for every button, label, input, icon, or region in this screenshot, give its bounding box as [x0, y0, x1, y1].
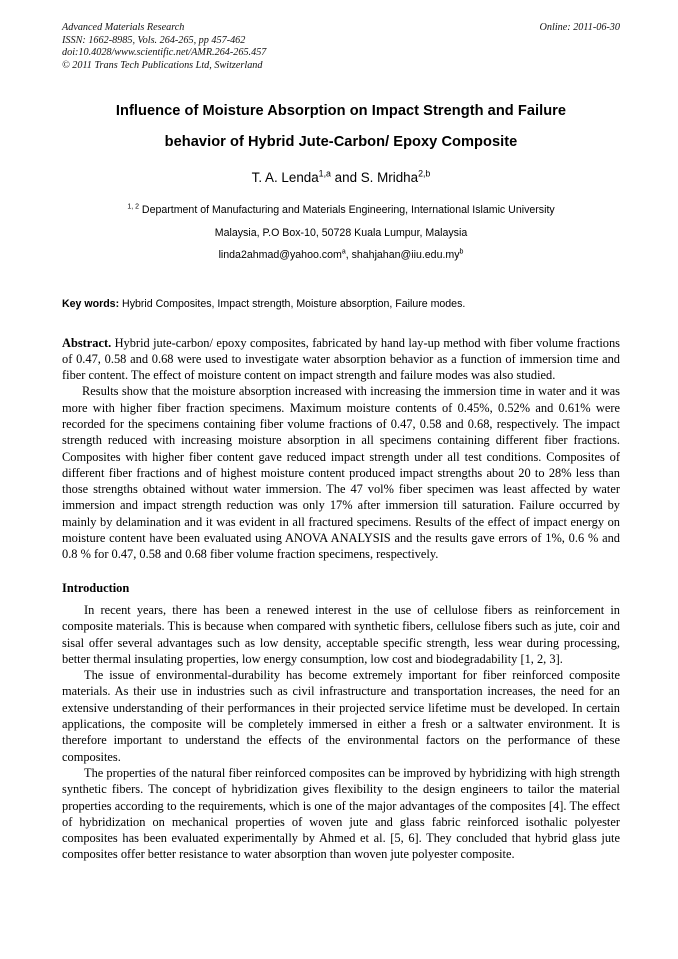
affiliation-marker: 1, 2	[127, 203, 139, 211]
journal-header	[62, 22, 620, 76]
online-publication-date: Online: 2011-06-30	[539, 22, 620, 33]
introduction-paragraph-1: In recent years, there has been a renewed interest in the use of cellulose fibers as reinforcement in composite materials. This is because when compared with synthetic fibers, cellulose fibers such as jute, coir and sisal offer several advantages such as low density, acceptable specific strength, less wear during processing, better thermal insulating properties, low energy consumption, low cost and biodegradability [1, 2, 3].	[62, 602, 620, 666]
section-heading-introduction: Introduction	[62, 580, 130, 595]
affiliation-line-2: Malaysia, P.O Box-10, 50728 Kuala Lumpur, Malaysia	[214, 226, 468, 239]
abstract-paragraph-1	[62, 335, 620, 384]
author-emails	[62, 244, 620, 267]
journal-issn-line: ISSN: 1662-8985, Vols. 264-265, pp 457-462	[62, 34, 246, 46]
keywords-value: Hybrid Composites, Impact strength, Moisture absorption, Failure modes.	[119, 297, 466, 310]
journal-doi-line: doi:10.4028/www.scientific.net/AMR.264-265.457	[62, 47, 267, 59]
page-title	[62, 96, 620, 158]
email-2-marker: b	[459, 248, 464, 256]
introduction-body	[62, 602, 620, 863]
keywords-label: Key words:	[62, 297, 120, 310]
email-2[interactable]: shahjahan@iiu.edu.my	[351, 249, 460, 261]
affiliation-line-1	[62, 199, 620, 222]
affiliation-block	[62, 199, 620, 267]
abstract-block	[62, 335, 620, 563]
author-name-1: T. A. Lenda	[251, 170, 319, 185]
abstract-paragraph-2: Results show that the moisture absorption increased with increasing the immersion time in water and it was more with higher fiber fraction specimens. Maximum moisture contents of 0.45%, 0.52% and 0.61% were recorded for the specimens containing fiber volume fractions of 0.47, 0.58 and 0.68, respectively. The impact strength reduced with increasing moisture absorption in all specimens containing different fiber fractions. Composites with higher fiber content gave reduced impact strength under all test conditions. Composites of different fiber fractions and of highest moisture content produced impact strengths about 20 to 28% less than those strengths obtained without water immersion. The 47 vol% fiber specimen was least affected by water immersion and impact strength reduction was only 17% after immersion till saturation. Failure occurred by mainly by delamination and it was evident in all fractured specimens. Results of the effect of impact energy on moisture content have been evaluated using ANOVA ANALYSIS and the results gave errors of 1%, 0.6 % and 0.8 % for 0.47, 0.58 and 0.68 fiber volume fraction specimens, respectively.	[62, 384, 620, 562]
author-list	[62, 169, 620, 186]
introduction-paragraph-2: The issue of environmental-durability has become extremely important for fiber reinforced composite materials. As their use in industries such as civil infrastructure and transportation increases, the need for an extensive understanding of their performances in their projected service lifetime must be developed. In certain applications, the composite will be completely immersed in either a fresh or a saltwater environment. It is therefore important to understand the effects of the environmental factors on the performance of these composites.	[62, 668, 620, 764]
abstract-label: Abstract.	[62, 335, 112, 350]
author-name-2: S. Mridha	[360, 170, 419, 185]
author-conjunction: and	[330, 170, 361, 185]
affiliation-department: Department of Manufacturing and Materials Engineering, International Islamic University	[138, 204, 555, 216]
email-separator: ,	[345, 249, 352, 261]
email-1[interactable]: linda2ahmad@yahoo.com	[218, 249, 342, 261]
journal-name: Advanced Materials Research	[62, 22, 185, 33]
abstract-text-1: Hybrid jute-carbon/ epoxy composites, fabricated by hand lay-up method with fiber volume fractions of 0.47, 0.58 and 0.68 were used to investigate water absorption behavior as a function of immersion time and fiber content. The effect of moisture content on impact strength and failure modes was also studied.	[62, 335, 620, 383]
title-line-1: Influence of Moisture Absorption on Impact Strength and Failure	[115, 103, 567, 119]
journal-copyright-line: © 2011 Trans Tech Publications Ltd, Switzerland	[62, 59, 263, 71]
introduction-paragraph-3: The properties of the natural fiber reinforced composites can be improved by hybridizing with high strength synthetic fibers. The concept of hybridization gives flexibility to the design engineers to tailor the material properties according to the requirements, which is one of the major advantages of the composites [4]. The effect of hybridization on mechanical properties of woven jute and glass fabric reinforced isothalic polyester composites has been evaluated experimentally by Ahmed et al. [5, 6]. They concluded that hybrid glass jute composites offer better resistance to water absorption than woven jute polyester composite.	[62, 765, 620, 862]
email-1-marker: a	[341, 248, 346, 256]
title-line-2: behavior of Hybrid Jute-Carbon/ Epoxy Composite	[164, 134, 518, 150]
author-2-affiliation-marker: 2,b	[418, 168, 431, 179]
author-1-affiliation-marker: 1,a	[318, 168, 331, 179]
keywords-block	[62, 297, 620, 311]
